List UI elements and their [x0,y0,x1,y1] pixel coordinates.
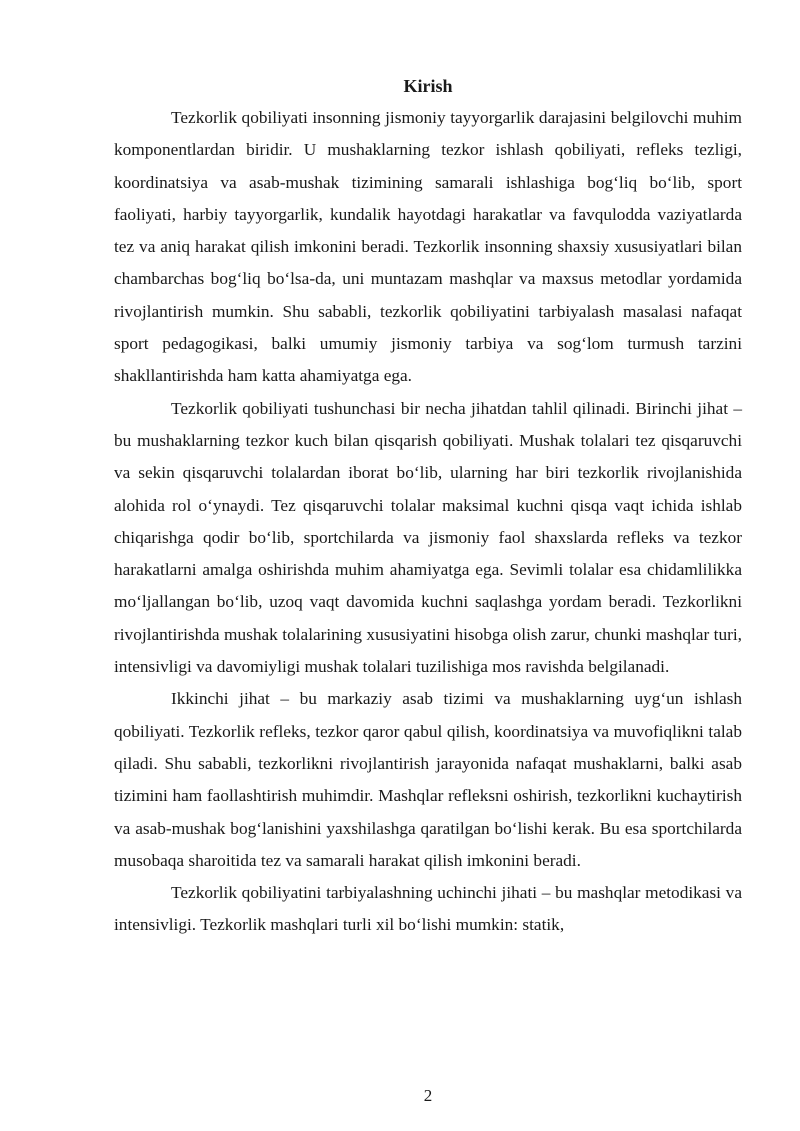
paragraph-1: Tezkorlik qobiliyati insonning jismoniy tayyorgarlik darajasini belgilovchi muhim komponentlardan biridir. U mushaklarning tezkor ishlash qobiliyati, refleks tezligi, koordinatsiya va asab-mushak tizimining samarali ishlashiga bog‘liq bo‘lib, sport faoliyati, harbiy tayyorgarlik, kundalik hayotdagi harakatlar va favqulodda vaziyatlarda tez va aniq harakat qilish imkonini beradi. Tezkorlik insonning shaxsiy xususiyatlari bilan chambarchas bog‘liq bo‘lsa-da, uni muntazam mashqlar va maxsus metodlar yordamida rivojlantirish mumkin. Shu sababli, tezkorlik qobiliyatini tarbiyalash masalasi nafaqat sport pedagogikasi, balki umumiy jismoniy tarbiya va sog‘lom turmush tarzini shakllantirishda ham katta ahamiyatga ega. [114,108,742,386]
page-number: 2 [423,1086,433,1105]
paragraph-2: Tezkorlik qobiliyati tushunchasi bir necha jihatdan tahlil qilinadi. Birinchi jihat – bu mushaklarning tezkor kuch bilan qisqarish qobiliyati. Mushak tolalari tez qisqaruvchi va sekin qisqaruvchi tolalardan iborat bo‘lib, ularning har biri tezkorlik rivojlanishida alohida rol o‘ynaydi. Tez qisqaruvchi tolalar maksimal kuchni qisqa vaqt ichida ishlab chiqarishga qodir bo‘lib, sportchilarda va jismoniy faol shaxslarda refleks va tezkor harakatlarni amalga oshirishda muhim ahamiyatga ega. Sevimli tolalar esa chidamlilikka mo‘ljallangan bo‘lib, uzoq vaqt davomida kuchni saqlashga yordam beradi. Tezkorlikni rivojlantirishda mushak tolalarining xususiyatini hisobga olish zarur, chunki mashqlar turi, intensivligi va davomiyligi mushak tolalari tuzilishiga mos ravishda belgilanadi. [114,398,742,677]
body-text [114,102,742,942]
paragraph-4: Tezkorlik qobiliyatini tarbiyalashning uchinchi jihati – bu mashqlar metodikasi va intensivligi. Tezkorlik mashqlari turli xil bo‘lishi mumkin: statik, [114,883,742,935]
section-heading: Kirish [403,76,453,96]
paragraph-3: Ikkinchi jihat – bu markaziy asab tizimi va mushaklarning uyg‘un ishlash qobiliyati. Tezkorlik refleks, tezkor qaror qabul qilish, koordinatsiya va muvofiqlikni talab qiladi. Shu sababli, tezkorlikni rivojlantirish jarayonida nafaqat mushaklarni, balki asab tizimini ham faollashtirish muhimdir. Mashqlar refleksni oshirish, tezkorlikni kuchaytirish va asab-mushak bog‘lanishini yaxshilashga qaratilgan bo‘lishi kerak. Bu esa sportchilarda musobaqa sharoitida tez va samarali harakat qilish imkonini beradi. [114,689,742,870]
